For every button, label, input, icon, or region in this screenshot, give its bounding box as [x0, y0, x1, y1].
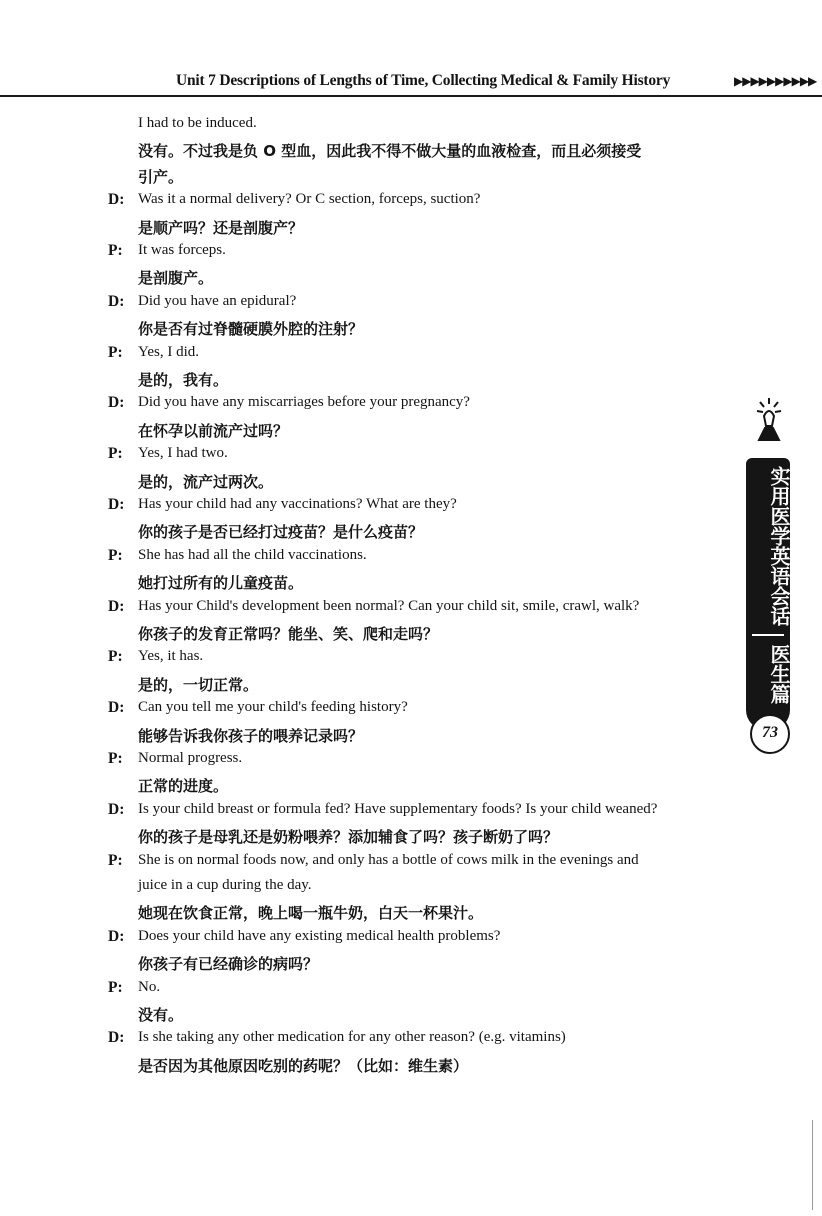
running-header-title: Unit 7 Descriptions of Lengths of Time, Collecting Medical & Family History [176, 72, 671, 89]
english-line: Can you tell me your child's feeding history? [138, 699, 408, 715]
speaker-label: D: [108, 928, 125, 945]
english-line: I had to be induced. [138, 115, 257, 131]
english-line: Has your child had any vaccinations? What are they? [138, 496, 457, 512]
speaker-label: D: [108, 801, 125, 818]
speaker-label: D: [108, 293, 125, 310]
chinese-line: 你是否有过脊髓硬膜外腔的注射？ [138, 320, 364, 338]
speaker-label: D: [108, 699, 125, 716]
chinese-line: 你的孩子是母乳还是奶粉喂养？添加辅食了吗？孩子断奶了吗？ [138, 828, 559, 846]
english-line: She has had all the child vaccinations. [138, 547, 367, 563]
chinese-line: 她打过所有的儿童疫苗。 [138, 574, 304, 592]
english-line: Is she taking any other medication for any other reason? (e.g. vitamins) [138, 1029, 566, 1045]
speaker-label: D: [108, 191, 125, 208]
speaker-label: P: [108, 547, 123, 564]
side-tab-title: 实用医学英语会话 [767, 466, 791, 626]
chinese-line: 你孩子的发育正常吗？能坐、笑、爬和走吗？ [138, 625, 439, 643]
chinese-line: 是的，我有。 [138, 371, 229, 389]
speaker-label: P: [108, 979, 123, 996]
chinese-line: 她现在饮食正常，晚上喝一瓶牛奶，白天一杯果汁。 [138, 904, 484, 922]
english-line: She is on normal foods now, and only has a bottle of cows milk in the evenings and [138, 852, 639, 868]
scan-edge-mark [812, 1120, 813, 1210]
chinese-line: 是的，流产过两次。 [138, 473, 274, 491]
lamp-icon [756, 396, 782, 442]
chinese-line: 在怀孕以前流产过吗？ [138, 422, 289, 440]
speaker-label: P: [108, 750, 123, 767]
chinese-line: 是剖腹产。 [138, 269, 214, 287]
speaker-label: P: [108, 242, 123, 259]
english-line: juice in a cup during the day. [138, 877, 312, 893]
chinese-line: 你孩子有已经确诊的病吗？ [138, 955, 319, 973]
chinese-line: 是的，一切正常。 [138, 676, 259, 694]
speaker-label: P: [108, 445, 123, 462]
english-line: Did you have an epidural? [138, 293, 297, 309]
english-line: Has your Child's development been normal? Can your child sit, smile, crawl, walk? [138, 598, 640, 614]
side-tab-subtitle: 医生篇 [767, 644, 791, 704]
english-line: Yes, I did. [138, 344, 199, 360]
side-tab [746, 396, 790, 756]
speaker-label: D: [108, 598, 125, 615]
english-line: Does your child have any existing medical health problems? [138, 928, 501, 944]
header-arrow-decoration: ▶▶▶▶▶▶▶▶▶▶ [734, 74, 817, 88]
chinese-line: 引产。 [138, 168, 184, 186]
english-line: Normal progress. [138, 750, 243, 766]
speaker-label: D: [108, 496, 125, 513]
chinese-line: 能够告诉我你孩子的喂养记录吗？ [138, 727, 364, 745]
chinese-line: 没有。不过我是负 O 型血，因此我不得不做大量的血液检查，而且必须接受 [138, 142, 642, 160]
speaker-label: D: [108, 1029, 125, 1046]
chinese-line: 没有。 [138, 1006, 184, 1024]
speaker-label: P: [108, 344, 123, 361]
english-line: Yes, it has. [138, 648, 204, 664]
english-line: Yes, I had two. [138, 445, 228, 461]
english-line: Was it a normal delivery? Or C section, forceps, suction? [138, 191, 481, 207]
chinese-line: 正常的进度。 [138, 777, 229, 795]
english-line: It was forceps. [138, 242, 226, 258]
english-line: No. [138, 979, 161, 995]
chinese-line: 是否因为其他原因吃别的药呢？（比如：维生素） [138, 1057, 469, 1075]
english-line: Is your child breast or formula fed? Have supplementary foods? Is your child weaned? [138, 801, 658, 817]
speaker-label: D: [108, 394, 125, 411]
speaker-label: P: [108, 852, 123, 869]
side-tab-divider [752, 634, 784, 636]
side-tab-bar [746, 458, 790, 730]
english-line: Did you have any miscarriages before your pregnancy? [138, 394, 470, 410]
chinese-line: 你的孩子是否已经打过疫苗？是什么疫苗？ [138, 523, 424, 541]
page-number: 73 [750, 714, 790, 754]
speaker-label: P: [108, 648, 123, 665]
chinese-line: 是顺产吗？还是剖腹产？ [138, 219, 304, 237]
